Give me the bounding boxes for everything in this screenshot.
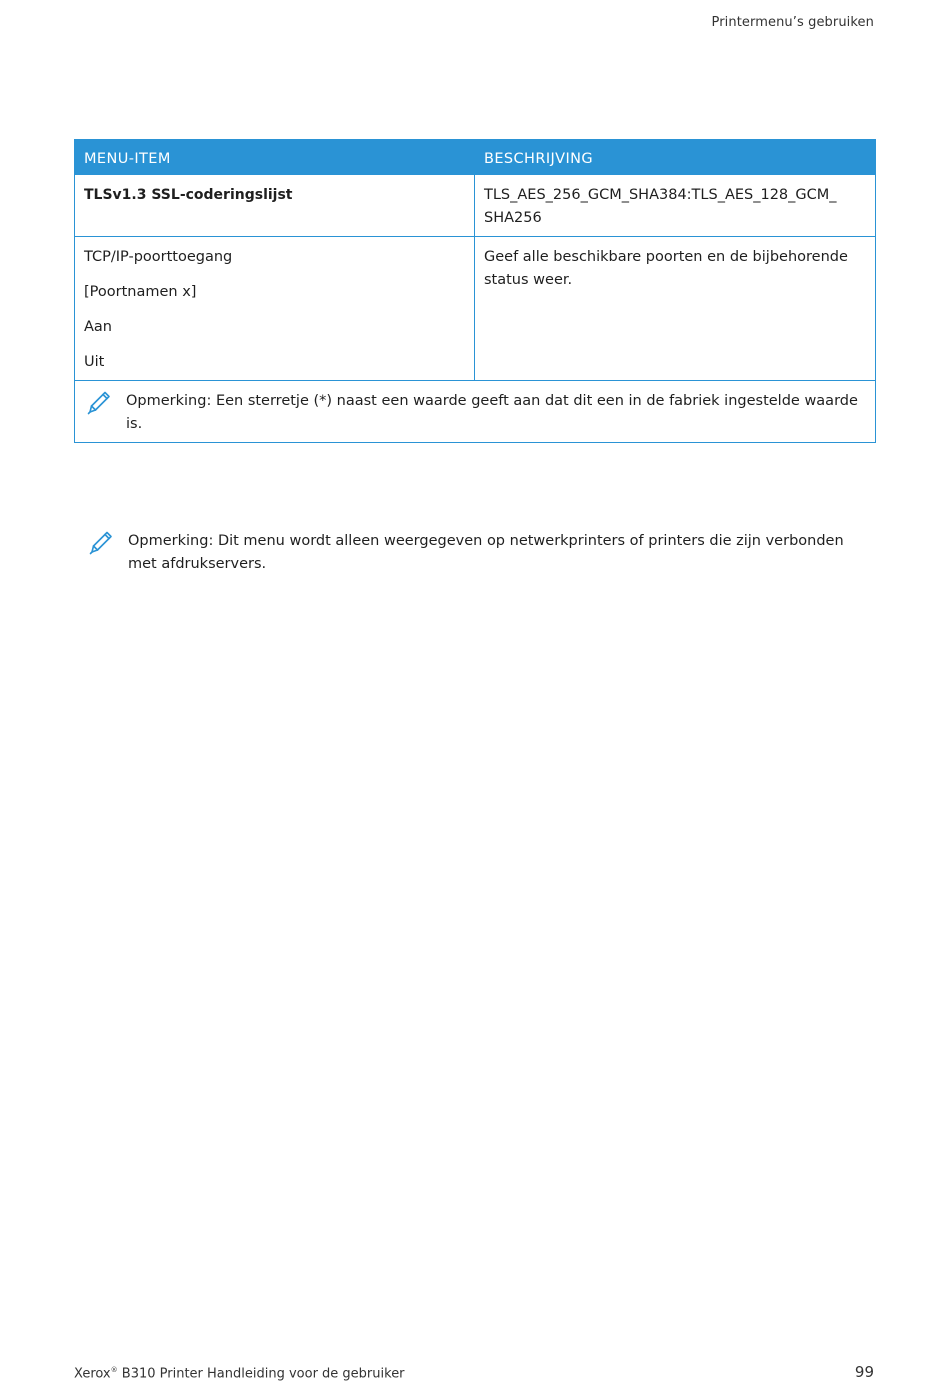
note-text: Opmerking: Dit menu wordt alleen weergegeven op netwerkprinters of printers die zijn verbonden met afdrukservers. bbox=[128, 533, 844, 572]
menu-item-label: TLSv1.3 SSL-coderingslijst bbox=[84, 187, 293, 203]
footer-brand: Xerox bbox=[74, 1366, 111, 1382]
menu-availability-note bbox=[86, 530, 876, 576]
pencil-icon bbox=[86, 528, 116, 556]
note-text: Opmerking: Een sterretje (*) naast een waarde geeft aan dat dit een in de fabriek ingestelde waarde is. bbox=[126, 393, 858, 432]
menu-item-option: Uit bbox=[84, 354, 105, 370]
table-header-row bbox=[75, 140, 876, 175]
description-cell: Geef alle beschikbare poorten en de bijbehorende status weer. bbox=[475, 237, 876, 381]
page-number: 99 bbox=[854, 1363, 874, 1381]
table-note bbox=[84, 390, 866, 436]
column-header-menu-item: MENU-ITEM bbox=[75, 140, 475, 175]
description-cell: TLS_AES_256_GCM_SHA384:TLS_AES_128_GCM_ SHA256 bbox=[475, 175, 876, 237]
table-row bbox=[75, 175, 876, 237]
pencil-icon bbox=[84, 388, 114, 416]
menu-item-cell bbox=[75, 175, 475, 237]
menu-item-label: TCP/IP-poorttoegang bbox=[84, 249, 233, 265]
trademark-symbol: ® bbox=[110, 1366, 118, 1374]
section-title: Printermenu’s gebruiken bbox=[711, 15, 874, 30]
footer-manual-title bbox=[74, 1366, 405, 1381]
footer-title: B310 Printer Handleiding voor de gebruiker bbox=[121, 1366, 405, 1382]
column-header-description: BESCHRIJVING bbox=[475, 140, 876, 175]
menu-item-option: Aan bbox=[84, 319, 112, 335]
menu-item-cell bbox=[75, 237, 475, 381]
menu-table bbox=[74, 139, 876, 443]
table-row bbox=[75, 237, 876, 381]
table-note-row bbox=[75, 381, 876, 443]
menu-item-option: [Poortnamen x] bbox=[84, 284, 197, 300]
note-cell bbox=[75, 381, 876, 443]
